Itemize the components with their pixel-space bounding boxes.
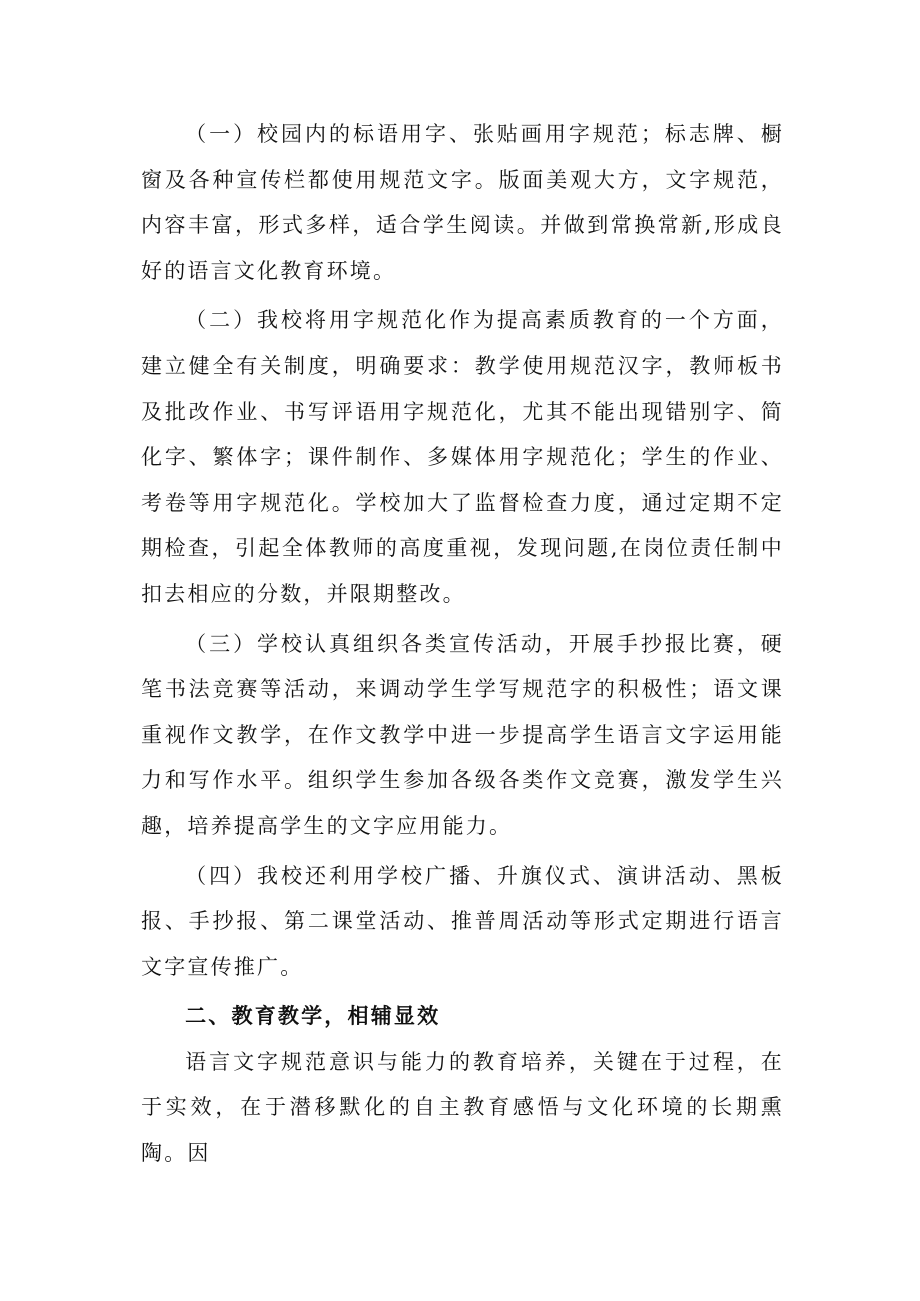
paragraph-campus-signage: （一）校园内的标语用字、张贴画用字规范；标志牌、橱窗及各种宣传栏都使用规范文字。版面美观大方，文字规范，内容丰富，形式多样，适合学生阅读。并做到常换常新,形成良好的语言文化教育环境。 [141, 122, 784, 283]
section-heading: 二、教育教学，相辅显效 [185, 1004, 441, 1029]
document-body [141, 112, 784, 1177]
paragraph-education-process: 语言文字规范意识与能力的教育培养，关键在于过程，在于实效，在于潜移默化的自主教育感悟与文化环境的长期熏陶。因 [141, 1049, 784, 1166]
paragraph-broadcast-promotion: （四）我校还利用学校广播、升旗仪式、演讲活动、黑板报、手抄报、第二课堂活动、推普周活动等形式定期进行语言文字宣传推广。 [141, 863, 784, 979]
paragraph-promotion-activities: （三）学校认真组织各类宣传活动，开展手抄报比赛，硬笔书法竞赛等活动，来调动学生学写规范字的积极性；语文课重视作文教学，在作文教学中进一步提高学生语言文字运用能力和写作水平。组织学生参加各级各类作文竞赛，激发学生兴趣，培养提高学生的文字应用能力。 [141, 631, 784, 838]
paragraph-standardization-rules: （二）我校将用字规范化作为提高素质教育的一个方面，建立健全有关制度，明确要求：教学使用规范汉字，教师板书及批改作业、书写评语用字规范化，尤其不能出现错别字、简化字、繁体字；课件制作、多媒体用字规范化；学生的作业、考卷等用字规范化。学校加大了监督检查力度，通过定期不定期检查，引起全体教师的高度重视，发现问题,在岗位责任制中扣去相应的分数，并限期整改。 [141, 308, 784, 606]
